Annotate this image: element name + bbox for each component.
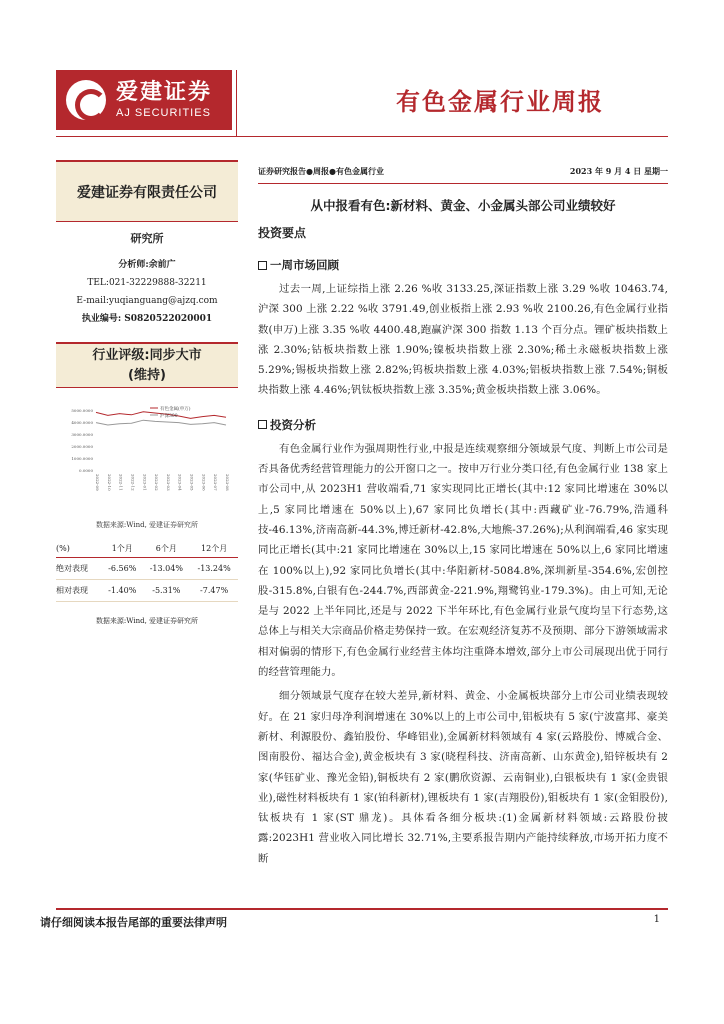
y-tick-label: 3000.0000: [71, 432, 93, 437]
y-tick-label: 4000.0000: [71, 420, 93, 425]
company-name: 爱建证券有限责任公司: [56, 160, 238, 222]
table-cell: -6.56%: [102, 558, 142, 580]
report-category: 证券研究报告●周报●有色金属行业: [258, 166, 384, 176]
x-tick-label: 2023-01: [142, 474, 148, 491]
y-tick-label: 2000.0000: [71, 444, 93, 449]
x-tick-label: 2023-05: [189, 474, 195, 491]
analyst-license: 执业编号: S0820522020001: [81, 314, 213, 324]
table-header: (%): [56, 540, 102, 558]
industry-rating: [56, 342, 238, 388]
paragraph-analysis-2: 细分领域景气度存在较大差异,新材料、黄金、小金属板块部分上市公司业绩表现较好。在 21 家归母净利润增速在 30%以上的上市公司中,铝板块有 5 家(宁波富邦、豪美新材、利源股份、鑫铂股份、华峰铝业),金属新材料领域有 4 家(云路股份、博威合金、图南股份、福达合金),黄金板块有 3 家(晓程科技、济南高新、山东黄金),铅锌板块有 2 家(华钰矿业、豫光金铅),铜板块有 2 家(鹏欣资源、云南铜业),白银板块有 1 家(金贵银业),磁性材料板块有 1 家(铂科新材),锂板块有 1 家(吉翔股份),钼板块有 1 家(金钼股份),钛板块有 1 家(ST 鼎龙)。具体看各细分板块:(1)金属新材料领域:云路股份披露:2023H1 营业收入同比增长 32.71%,主要系报告期内产能持续释放,市场开拓力度不断: [258, 690, 668, 865]
table-cell: -1.40%: [102, 580, 142, 602]
main-content: [258, 166, 668, 869]
table-cell: -13.24%: [190, 558, 238, 580]
report-meta: [258, 166, 668, 184]
legend-label: 有色金属(申万): [160, 407, 191, 412]
checkbox-bullet-icon: [258, 261, 267, 270]
table-row: [56, 558, 238, 580]
table-source: 数据来源:Wind, 爱建证券研究所: [95, 617, 199, 625]
checkbox-bullet-icon: [258, 420, 267, 429]
table-cell: -13.04%: [142, 558, 190, 580]
x-tick-label: 2023-02: [154, 474, 160, 491]
y-tick-label: 5000.0000: [71, 408, 93, 413]
header-divider: [236, 70, 237, 136]
x-tick-label: 2022-09: [95, 474, 100, 491]
table-header: 6个月: [142, 540, 190, 558]
x-tick-label: 2022-12: [130, 474, 136, 491]
report-header: [0, 0, 724, 152]
analyst-email: E-mail:yuqianguang@ajzq.com: [76, 296, 218, 306]
x-tick-label: 2023-07: [213, 474, 219, 491]
footer-rule: [56, 908, 668, 910]
report-date: 2023 年 9 月 4 日 星期一: [569, 166, 668, 176]
subsection-analysis: [258, 417, 668, 433]
x-tick-label: 2023-06: [201, 474, 207, 491]
report-headline: 从中报看有色:新材料、黄金、小金属头部公司业绩较好: [310, 198, 616, 213]
table-cell: -5.31%: [142, 580, 190, 602]
sidebar: [56, 160, 238, 626]
analyst-name: 分析师:余前广: [118, 260, 176, 270]
x-tick-label: 2022-10: [106, 474, 112, 491]
x-tick-label: 2022-11: [118, 474, 124, 491]
subsection-market-review: [258, 257, 668, 273]
table-row: [56, 580, 238, 602]
x-tick-label: 2023-08: [225, 474, 230, 491]
chart-source: 数据来源:Wind, 爱建证券研究所: [95, 521, 199, 529]
analyst-tel: TEL:021-32229888-32211: [87, 278, 207, 288]
header-rule: [56, 136, 668, 137]
table-cell: 绝对表现: [56, 558, 102, 580]
paragraph-analysis-1: 有色金属行业作为强周期性行业,中报是连续观察细分领域景气度、判断上市公司是否具备优秀经营管理能力的公开窗口之一。按申万行业分类口径,有色金属行业 138 家上市公司中,从 2023H1 营收端看,71 家实现同比正增长(其中:12 家同比增速在 30%以上,5 家同比增速在 50%以上),67 家同比负增长(其中:西藏矿业-76.79%,浩通科技-46.13%,济南高新-44.3%,博迁新材-42.8%,大地熊-37.26%);从利润端看,46 家实现同比正增长(其中:21 家同比增速在 30%以上,15 家同比增速在 50%以上,6 家同比增速在 100%以上),92 家同比负增长(其中:华阳新材-5084.8%,深圳新星-354.6%,宏创控股-315.8%,白银有色-244.7%,西部黄金-221.9%,翔鹭钨业-179.3%)。由上可知,无论是与 2022 上半年同比,还是与 2022 下半年环比,有色金属行业景气度均呈下行态势,这总体上与相关大宗商品价格走势保持一致。在宏观经济复苏不及预期、部分下游领域需求相对偏弱的情形下,有色金属行业经营主体均注重降本增效,部分上市公司展现出优于同行的经营管理能力。: [258, 442, 668, 679]
logo-mark-icon: [66, 80, 106, 120]
index-chart-svg: [56, 402, 238, 512]
analyst-info: [56, 256, 238, 328]
section-title: 投资要点: [258, 226, 307, 240]
company-logo: [56, 70, 232, 130]
subsection-title: 一周市场回顾: [270, 258, 339, 272]
subsection-title: 投资分析: [270, 417, 316, 432]
y-tick-label: 1000.0000: [71, 456, 93, 461]
x-tick-label: 2023-03: [165, 474, 171, 491]
index-chart: [56, 402, 238, 512]
legend-label: 沪深300: [160, 414, 178, 419]
report-title: 有色金属行业周报: [396, 88, 604, 116]
department: 研究所: [130, 232, 164, 245]
rating-label: 行业评级:同步大市: [92, 348, 202, 363]
x-tick-label: 2023-04: [177, 474, 183, 491]
table-cell: 相对表现: [56, 580, 102, 602]
logo-name-cn: 爱建证券: [116, 80, 213, 105]
logo-name-en: AJ SECURITIES: [116, 107, 211, 119]
table-header: 1个月: [102, 540, 142, 558]
table-header-row: [56, 540, 238, 558]
y-tick-label: 0.0000: [79, 468, 93, 473]
paragraph-market-review: 过去一周,上证综指上涨 2.26 %收 3133.25,深证指数上涨 3.29 %收 10463.74,沪深 300 上涨 2.22 %收 3791.49,创业板指上涨 2.93 %收 2100.26,有色金属行业指数(申万)上涨 3.35 %收 4400.48,跑赢沪深 300 指数 1.13 个百分点。锂矿板块指数上涨 2.30%;钴板块指数上涨 1.90%;镍板块指数上涨 2.30%;稀土永磁板块指数上涨 5.29%;锡板块指数上涨 2.82%;钨板块指数上涨 4.03%;铝板块指数上涨 7.54%;铜板块指数上涨 4.46%;钒钛板块指数上涨 3.35%;黄金板块指数上涨 3.06%。: [258, 283, 668, 397]
rating-status: (维持): [128, 368, 166, 383]
table-header: 12个月: [190, 540, 238, 558]
table-cell: -7.47%: [190, 580, 238, 602]
legal-disclaimer: 请仔细阅读本报告尾部的重要法律声明: [40, 916, 227, 929]
performance-table: [56, 540, 238, 602]
page-number: 1: [653, 914, 660, 925]
series-line-1: [96, 420, 226, 425]
